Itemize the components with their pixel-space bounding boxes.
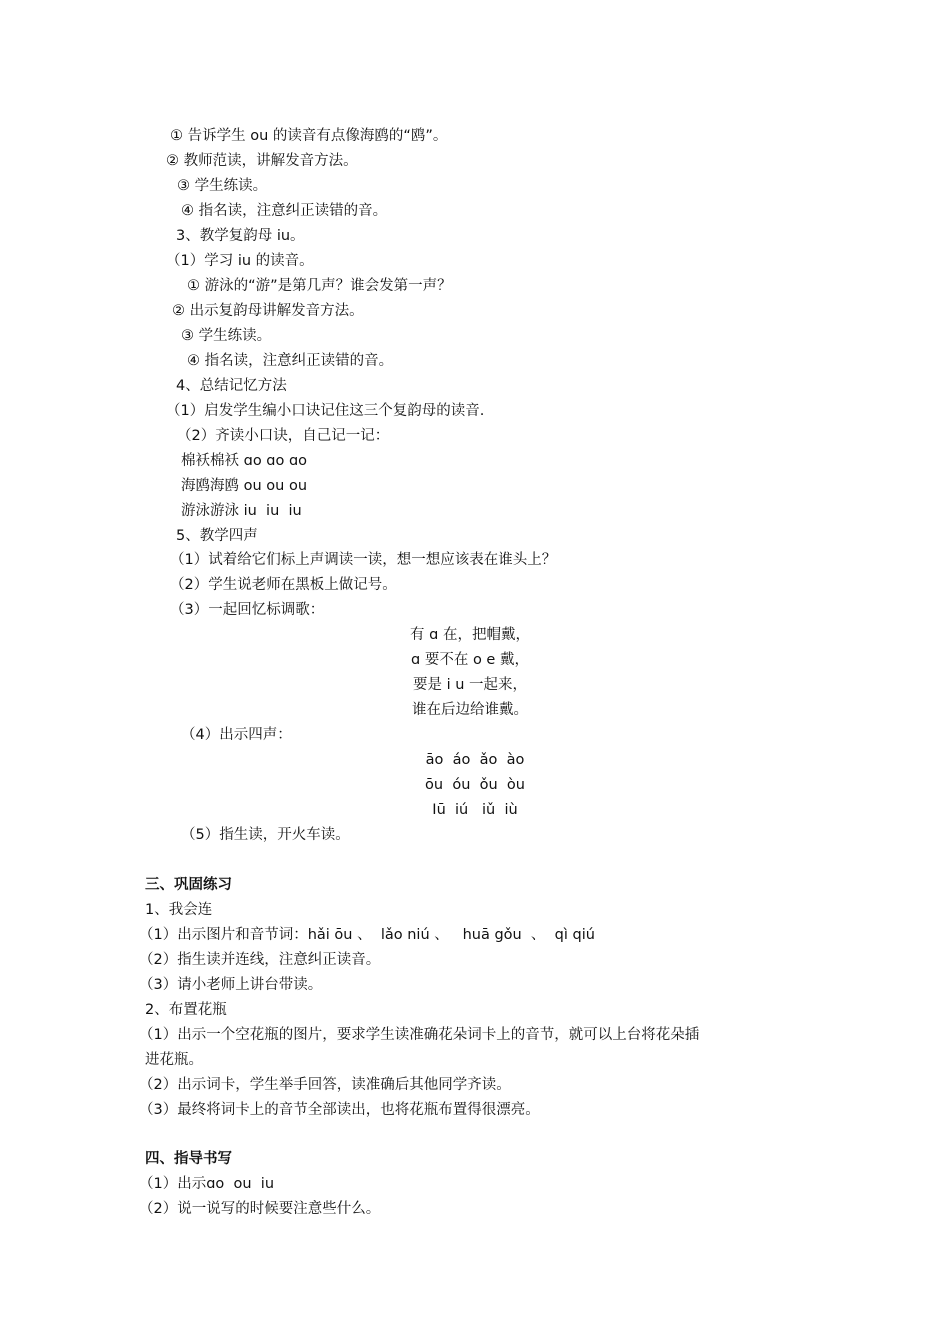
text-line: （2）出示词卡，学生举手回答，读准确后其他同学齐读。 <box>139 1077 511 1093</box>
pinyin-line: ōu óu ǒu òu <box>425 777 525 793</box>
text-line: 海鸥海鸥 ou ou ou <box>181 478 308 494</box>
text-line: ① 游泳的“游”是第几声？谁会发第一声？ <box>187 278 452 294</box>
song-line: 谁在后边给谁戴。 <box>412 702 528 718</box>
song-line: 有 ɑ 在，把帽戴， <box>410 627 530 643</box>
text-line: （2）指生读并连线，注意纠正读音。 <box>139 952 381 968</box>
text-line: 游泳游泳 iu iu iu <box>181 503 302 519</box>
text-line: 5、教学四声 <box>176 528 258 544</box>
text-line: （1）试着给它们标上声调读一读，想一想应该表在谁头上？ <box>170 552 557 568</box>
text-line: ③ 学生练读。 <box>177 178 268 194</box>
text-line: （2）学生说老师在黑板上做记号。 <box>170 577 397 593</box>
text-line: （2）说一说写的时候要注意些什么。 <box>139 1201 381 1217</box>
text-line: ② 教师范读，讲解发音方法。 <box>166 153 358 169</box>
text-line: （4）出示四声： <box>181 727 292 743</box>
text-line: 2、布置花瓶 <box>145 1002 227 1018</box>
text-line: 棉袄棉袄 ɑo ɑo ɑo <box>181 453 308 469</box>
text-line: （1）出示ɑo ou iu <box>139 1176 275 1192</box>
song-line: 要是 i u 一起来， <box>412 677 528 693</box>
text-line: （1）启发学生编小口诀记住这三个复韵母的读音. <box>166 403 485 419</box>
text-line: （1）出示图片和音节词：hǎi ōu 、 lǎo niú 、 huā gǒu 、 qì qiú <box>139 927 595 943</box>
song-line: ɑ 要不在 o e 戴， <box>411 652 529 668</box>
section-heading: 三、巩固练习 <box>145 877 232 893</box>
text-line: ③ 学生练读。 <box>181 328 272 344</box>
text-line: ① 告诉学生 ou 的读音有点像海鸥的“鸥”。 <box>170 128 448 144</box>
text-line: ④ 指名读，注意纠正读错的音。 <box>181 203 388 219</box>
pinyin-line: āo áo ǎo ào <box>425 752 525 768</box>
section-heading: 四、指导书写 <box>145 1151 232 1167</box>
text-line: ④ 指名读，注意纠正读错的音。 <box>187 353 394 369</box>
text-line: （3）一起回忆标调歌： <box>170 602 325 618</box>
text-line: 进花瓶。 <box>145 1052 203 1068</box>
text-line: （2）齐读小口诀，自己记一记： <box>177 428 390 444</box>
text-line: （5）指生读，开火车读。 <box>181 827 350 843</box>
text-line: 3、教学复韵母 iu。 <box>176 228 305 244</box>
text-line: （1）学习 iu 的读音。 <box>166 253 314 269</box>
text-line: （3）请小老师上讲台带读。 <box>139 977 323 993</box>
text-line: 1、我会连 <box>145 902 213 918</box>
text-line: ② 出示复韵母讲解发音方法。 <box>172 303 364 319</box>
text-line: （3）最终将词卡上的音节全部读出，也将花瓶布置得很漂亮。 <box>139 1102 540 1118</box>
text-line: （1）出示一个空花瓶的图片，要求学生读准确花朵词卡上的音节，就可以上台将花朵插 <box>139 1027 700 1043</box>
pinyin-line: Iū iú iǔ iù <box>432 802 518 818</box>
text-line: 4、总结记忆方法 <box>176 378 287 394</box>
